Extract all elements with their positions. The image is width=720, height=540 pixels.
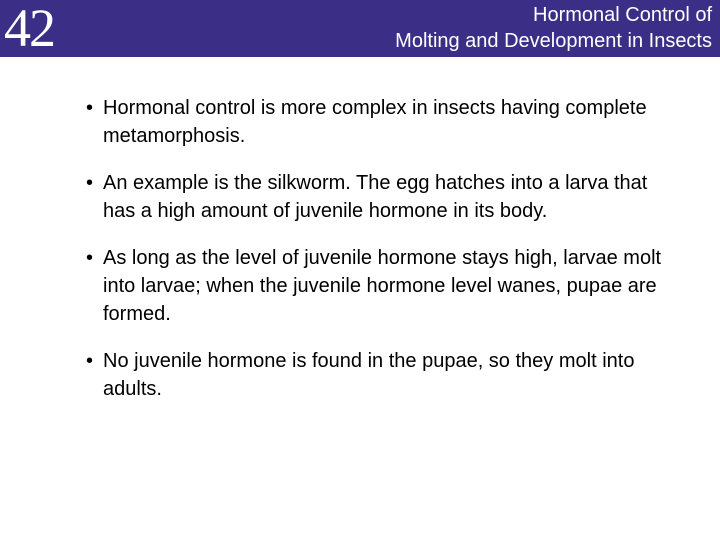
bullet-marker: • [86, 350, 94, 372]
bullet-text: As long as the level of juvenile hormone stays high, larvae molt into larvae; when the juvenile hormone level wanes, pupae are formed. [103, 247, 662, 325]
bullet-item [86, 94, 676, 150]
slide-title-line-1: Hormonal Control of [533, 4, 712, 26]
bullet-item [86, 244, 676, 328]
bullet-list [86, 94, 676, 422]
header-bar [0, 0, 720, 57]
bullet-marker: • [86, 97, 94, 119]
slide-title [152, 2, 712, 54]
bullet-marker: • [86, 247, 94, 269]
bullet-item [86, 347, 676, 403]
bullet-text: No juvenile hormone is found in the pupae, so they molt into adults. [103, 350, 635, 400]
bullet-item [86, 169, 676, 225]
slide-title-line-2: Molting and Development in Insects [395, 30, 712, 52]
bullet-text: Hormonal control is more complex in insects having complete metamorphosis. [103, 97, 647, 147]
bullet-marker: • [86, 172, 94, 194]
chapter-number: 42 [4, 0, 54, 58]
bullet-text: An example is the silkworm. The egg hatches into a larva that has a high amount of juvenile hormone in its body. [103, 172, 648, 222]
